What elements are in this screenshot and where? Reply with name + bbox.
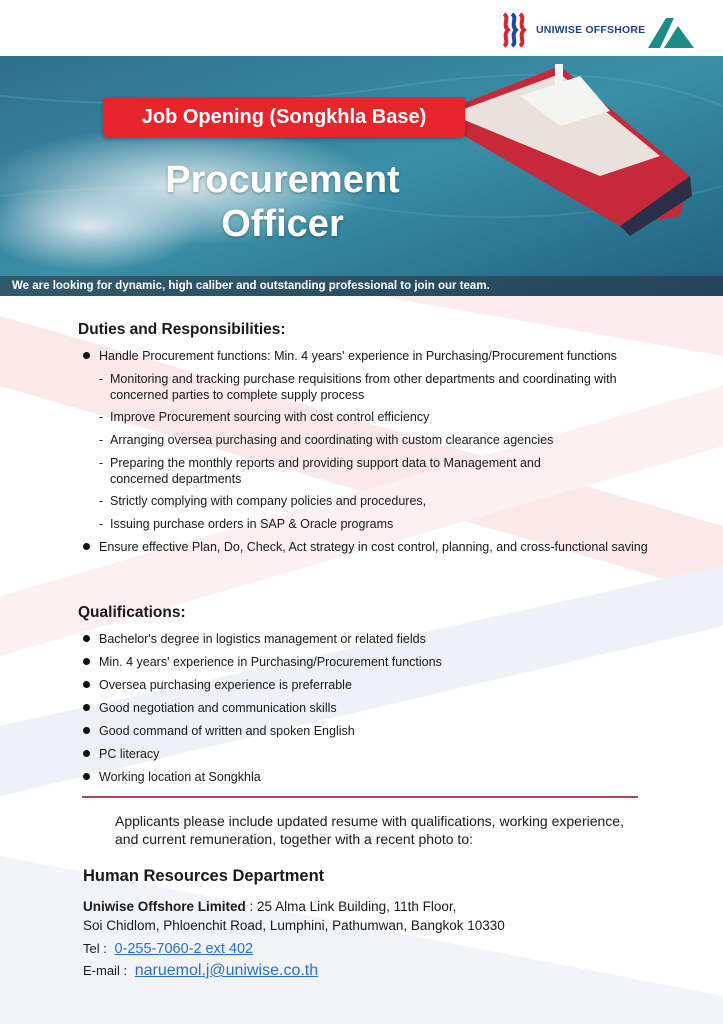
duty-item: Ensure effective Plan, Do, Check, Act strategy in cost control, planning, and cross-functional saving <box>99 539 679 555</box>
duties-heading: Duties and Responsibilities: <box>78 321 286 338</box>
duty-item: Handle Procurement functions: Min. 4 years' experience in Purchasing/Procurement functions <box>99 348 689 364</box>
address-line2: Soi Chidlom, Phloenchit Road, Lumphini, Pathumwan, Bangkok 10330 <box>83 918 505 933</box>
offshore-mark-icon <box>648 14 694 48</box>
duty-subitem: - Strictly complying with company policies and procedures, <box>99 494 427 508</box>
job-title-line2: Officer <box>221 203 344 245</box>
hr-heading: Human Resources Department <box>83 867 325 885</box>
duty-subitem: - Issuing purchase orders in SAP & Oracle programs <box>99 517 394 531</box>
email-link[interactable]: naruemol.j@uniwise.co.th <box>134 962 319 979</box>
qualification-item: Good negotiation and communication skills <box>99 700 689 716</box>
phone-label: Tel : <box>83 941 107 956</box>
company-name: Uniwise Offshore Limited <box>83 899 246 914</box>
job-description <box>0 296 723 1024</box>
hero-banner <box>0 56 723 296</box>
uniwise-stripes-icon <box>500 12 534 48</box>
qualification-item: Working location at Songkhla <box>99 769 689 785</box>
duty-subitem: - Arranging oversea purchasing and coordinating with custom clearance agencies <box>99 433 554 447</box>
qualification-item: Min. 4 years' experience in Purchasing/Procurement functions <box>99 654 689 670</box>
address-line1: : 25 Alma Link Building, 11th Floor, <box>249 899 457 914</box>
duty-subitem: - Monitoring and tracking purchase requisitions from other departments and coordinating with concerned parties to complete supply process <box>99 372 617 402</box>
email-row <box>83 962 318 980</box>
duty-subitem: - Preparing the monthly reports and providing support data to Management and concerned departments <box>99 456 541 486</box>
brand-name: UNIWISE OFFSHORE <box>536 24 646 36</box>
job-title-line1: Procurement <box>165 159 400 201</box>
job-title <box>120 158 445 246</box>
tagline: We are looking for dynamic, high caliber and outstanding professional to join our team. <box>0 276 723 296</box>
header <box>0 0 723 56</box>
qualification-item: Oversea purchasing experience is preferrable <box>99 677 689 693</box>
qualifications-heading: Qualifications: <box>78 604 186 621</box>
phone-link[interactable]: 0-255-7060-2 ext 402 <box>114 941 254 957</box>
company-address <box>83 897 683 935</box>
email-label: E-mail : <box>83 963 128 978</box>
company-logo <box>500 12 696 48</box>
phone-row <box>83 941 253 957</box>
qualification-item: Bachelor's degree in logistics management or related fields <box>99 631 689 647</box>
section-divider <box>82 796 638 798</box>
qualification-item: Good command of written and spoken English <box>99 723 689 739</box>
job-opening-badge: Job Opening (Songkhla Base) <box>103 97 465 137</box>
application-instructions: Applicants please include updated resume with qualifications, working experience, and current remuneration, together with a recent photo to: <box>115 813 624 847</box>
qualification-item: PC literacy <box>99 746 689 762</box>
duty-subitem: - Improve Procurement sourcing with cost control efficiency <box>99 410 430 424</box>
